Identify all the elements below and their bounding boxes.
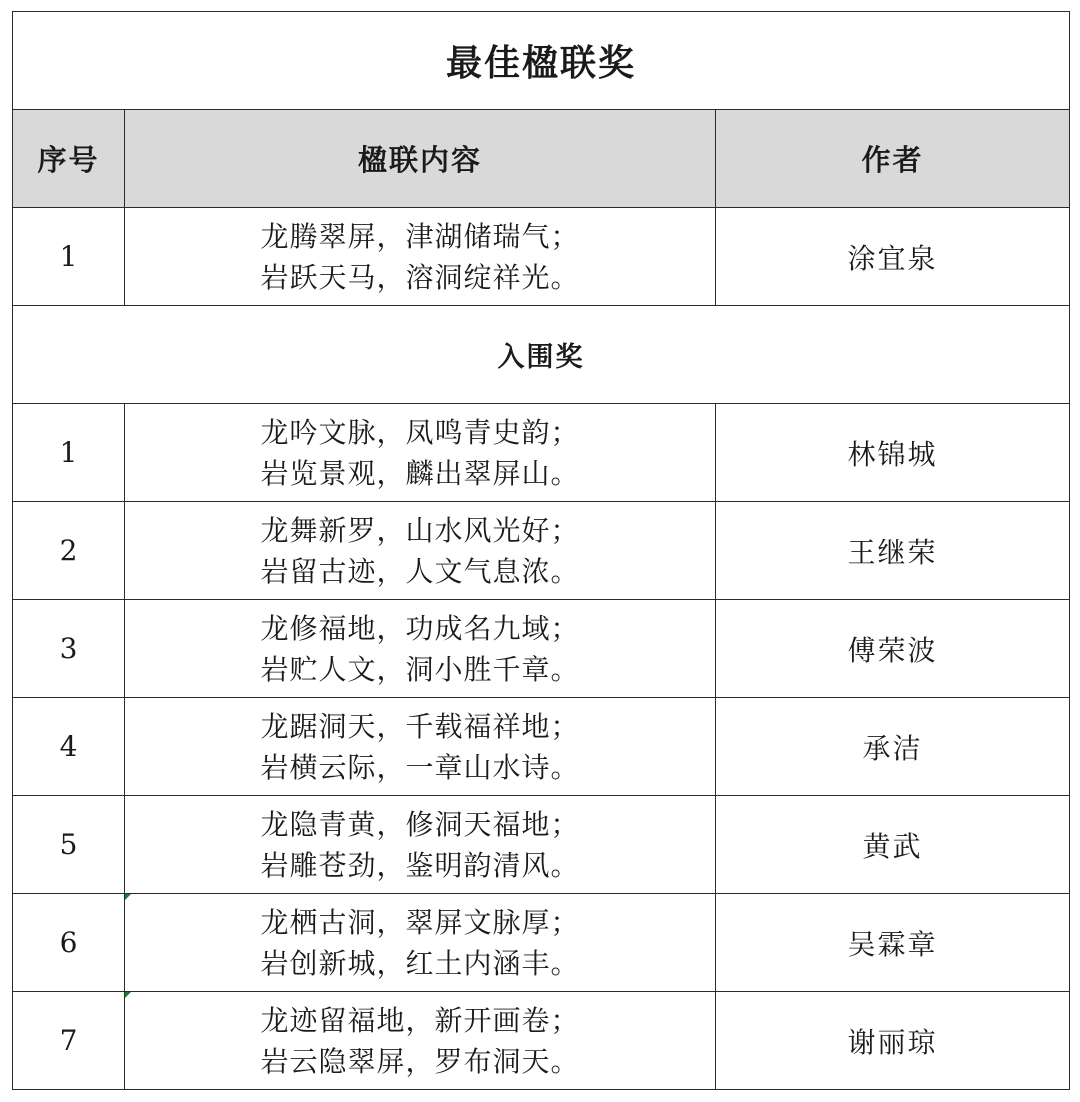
- couplet-cell: [125, 992, 716, 1090]
- couplet-line-lower: 岩留古迹，人文气息浓。: [260, 554, 580, 588]
- cell-comment-marker: [125, 992, 131, 998]
- couplet-line-lower: 岩创新城，红土内涵丰。: [260, 946, 580, 980]
- couplet-line-upper: 龙踞洞天，千载福祥地；: [260, 709, 580, 743]
- couplet-line-lower: 岩跃天马，溶洞绽祥光。: [260, 260, 580, 294]
- couplet-line-lower: 岩贮人文，洞小胜千章。: [260, 652, 580, 686]
- author-cell: 涂宜泉: [716, 208, 1070, 306]
- row-number: 2: [13, 502, 125, 600]
- row-number: 6: [13, 894, 125, 992]
- best-row: [13, 208, 1070, 306]
- row-number: 1: [13, 404, 125, 502]
- row-number: 1: [13, 208, 125, 306]
- header-row: [13, 110, 1070, 208]
- couplet-cell: [125, 208, 716, 306]
- cell-comment-marker: [125, 894, 131, 900]
- couplet-line-lower: 岩云隐翠屏，罗布洞天。: [260, 1044, 580, 1078]
- title-row: [13, 12, 1070, 110]
- table-row: [13, 796, 1070, 894]
- table-title: 最佳楹联奖: [13, 12, 1070, 110]
- couplet-line-upper: 龙舞新罗，山水风光好；: [260, 513, 580, 547]
- row-number: 7: [13, 992, 125, 1090]
- couplet-line-lower: 岩横云际，一章山水诗。: [260, 750, 580, 784]
- table-row: [13, 600, 1070, 698]
- author-cell: 承洁: [716, 698, 1070, 796]
- couplet-line-upper: 龙栖古洞，翠屏文脉厚；: [260, 905, 580, 939]
- couplet-line-upper: 龙腾翠屏，津湖储瑞气；: [260, 219, 580, 253]
- author-cell: 傅荣波: [716, 600, 1070, 698]
- table-row: [13, 698, 1070, 796]
- section-title: 入围奖: [13, 306, 1070, 404]
- couplet-line-lower: 岩雕苍劲，鉴明韵清风。: [260, 848, 580, 882]
- couplet-cell: [125, 894, 716, 992]
- table-row: [13, 894, 1070, 992]
- couplet-cell: [125, 502, 716, 600]
- author-cell: 林锦城: [716, 404, 1070, 502]
- author-cell: 谢丽琼: [716, 992, 1070, 1090]
- header-content: 楹联内容: [125, 110, 716, 208]
- couplet-line-upper: 龙隐青黄，修洞天福地；: [260, 807, 580, 841]
- row-number: 5: [13, 796, 125, 894]
- section-row: [13, 306, 1070, 404]
- couplet-cell: [125, 600, 716, 698]
- header-author: 作者: [716, 110, 1070, 208]
- author-cell: 王继荣: [716, 502, 1070, 600]
- couplet-line-upper: 龙迹留福地，新开画卷；: [260, 1003, 580, 1037]
- couplet-line-upper: 龙吟文脉，凤鸣青史韵；: [260, 415, 580, 449]
- row-number: 4: [13, 698, 125, 796]
- couplet-cell: [125, 796, 716, 894]
- header-no: 序号: [13, 110, 125, 208]
- awards-table: [12, 11, 1070, 1090]
- couplet-cell: [125, 698, 716, 796]
- table-row: [13, 502, 1070, 600]
- table-row: [13, 992, 1070, 1090]
- couplet-cell: [125, 404, 716, 502]
- table-row: [13, 404, 1070, 502]
- couplet-line-lower: 岩览景观，麟出翠屏山。: [260, 456, 580, 490]
- author-cell: 黄武: [716, 796, 1070, 894]
- row-number: 3: [13, 600, 125, 698]
- couplet-line-upper: 龙修福地，功成名九域；: [260, 611, 580, 645]
- author-cell: 吴霖章: [716, 894, 1070, 992]
